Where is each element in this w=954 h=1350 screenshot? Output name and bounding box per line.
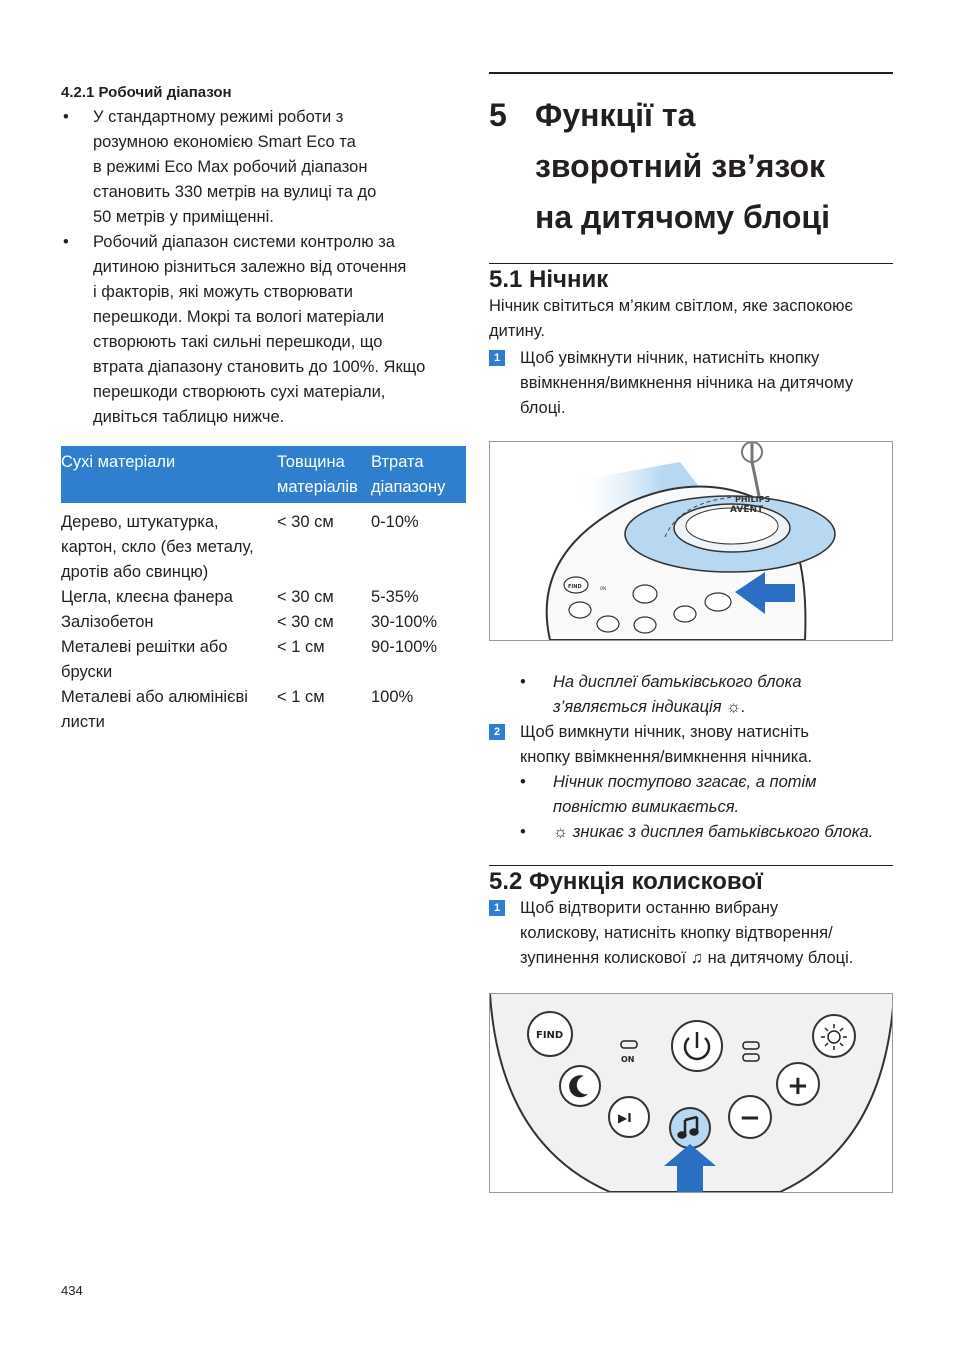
step-1-night-light: 1 Щоб увімкнути нічник, натисніть кнопку ввімкнення/вимкнення нічника на дитячому блоці. xyxy=(489,346,893,421)
cell-loss: 90-100% xyxy=(371,638,438,656)
minus-button xyxy=(634,617,656,633)
cell-material: Дерево, штукатурка, картон, скло (без металу, дротів або свинцю) xyxy=(61,513,254,581)
play-stop-icon: ▶I xyxy=(618,1111,632,1125)
table-row xyxy=(61,635,466,685)
chapter-rule xyxy=(489,72,893,74)
intro-text: Нічник світиться м’яким світлом, яке заспокоює дитину. xyxy=(489,297,853,340)
cell-thickness: < 30 см xyxy=(277,588,334,606)
chapter-title: 5 Функції та зворотний зв’язок на дитячому блоці xyxy=(489,90,893,243)
table-row xyxy=(61,610,466,635)
range-bullets xyxy=(61,105,466,430)
table-row xyxy=(61,585,466,610)
step-2-night-light: 2 Щоб вимкнути нічник, знову натисніть кнопку ввімкнення/вимкнення нічника. xyxy=(489,720,893,770)
cell-material: Металеві або алюмінієві листи xyxy=(61,688,248,731)
table-header-row xyxy=(61,446,466,503)
materials-table xyxy=(61,446,466,735)
chapter-number: 5 xyxy=(489,97,507,133)
power-button xyxy=(633,585,657,603)
result-3: • ☼ зникає з дисплея батьківського блока. xyxy=(520,823,874,841)
cell-material: Залізобетон xyxy=(61,613,154,631)
find-label: FIND xyxy=(536,1030,564,1041)
right-column xyxy=(489,72,893,1193)
night-light-button xyxy=(705,593,731,611)
table-row xyxy=(61,503,466,585)
cell-material: Металеві решітки або бруски xyxy=(61,638,228,681)
minus-icon: − xyxy=(739,1103,761,1133)
page-number: 434 xyxy=(61,1283,83,1298)
header-loss: Втрата діапазону xyxy=(371,446,466,503)
list-item: • У стандартному режимі роботи з розумною економією Smart Eco та в режимі Eco Max робочий діапазон становить 330 метрів на вулиці та до 50 метрів у приміщенні. xyxy=(61,105,466,230)
cell-loss: 100% xyxy=(371,688,414,706)
section-title-lullaby: 5.2 Функція колискової xyxy=(489,868,763,895)
cell-thickness: < 30 см xyxy=(277,613,334,631)
table-row xyxy=(61,685,466,735)
left-column xyxy=(61,84,466,430)
play-button xyxy=(569,602,591,618)
night-light-button xyxy=(813,1015,855,1057)
cell-thickness: < 1 см xyxy=(277,688,325,706)
cell-thickness: < 30 см xyxy=(277,513,334,531)
step-badge: 2 xyxy=(489,724,505,740)
header-materials: Сухі матеріали xyxy=(61,446,277,503)
power-cable xyxy=(752,442,760,502)
on-label: ON xyxy=(600,586,607,591)
control-panel-illustration xyxy=(490,994,893,1192)
plus-button xyxy=(674,606,696,622)
figure-lullaby xyxy=(489,993,893,1193)
cell-loss: 0-10% xyxy=(371,513,419,531)
moon-button xyxy=(560,1066,600,1106)
on-label: ON xyxy=(621,1055,635,1064)
cell-loss: 5-35% xyxy=(371,588,419,606)
header-thickness: Товщина матеріалів xyxy=(277,446,371,503)
plus-icon: + xyxy=(787,1071,809,1101)
cell-loss: 30-100% xyxy=(371,613,438,631)
brand-label: PHILIPS xyxy=(735,495,771,504)
list-item: • Робочий діапазон системи контролю за дитиною різниться залежно від оточення і факторів, які можуть створювати перешкоди. Мокрі та вологі матеріали створюють такі сильні перешкоди, що втрата діапазону становить до 100%. Якщо перешкоди створюють сухі матеріали, дивіться таблицю нижче. xyxy=(61,230,466,430)
figure-night-light xyxy=(489,441,893,641)
cell-material: Цегла, клеєна фанера xyxy=(61,588,233,606)
find-label: FIND xyxy=(568,584,582,590)
baby-unit-illustration xyxy=(490,442,893,640)
step-badge: 1 xyxy=(489,350,505,366)
section-title-night-light: 5.1 Нічник xyxy=(489,266,609,293)
step-badge: 1 xyxy=(489,900,505,916)
lullaby-button xyxy=(597,616,619,632)
cell-thickness: < 1 см xyxy=(277,638,325,656)
model-label: AVENT xyxy=(730,505,764,515)
step-1-lullaby: 1 Щоб відтворити останню вибрану колискову, натисніть кнопку відтворення/ зупинення колискової ♫ на дитячому блоці. xyxy=(489,896,893,971)
lullaby-button xyxy=(670,1108,710,1148)
result-1: • На дисплеї батьківського блока з’являється індикація ☼. xyxy=(520,673,802,716)
subsection-heading: 4.2.1 Робочий діапазон xyxy=(61,84,232,101)
result-2: • Нічник поступово згасає, а потім повністю вимикається. xyxy=(520,773,817,816)
